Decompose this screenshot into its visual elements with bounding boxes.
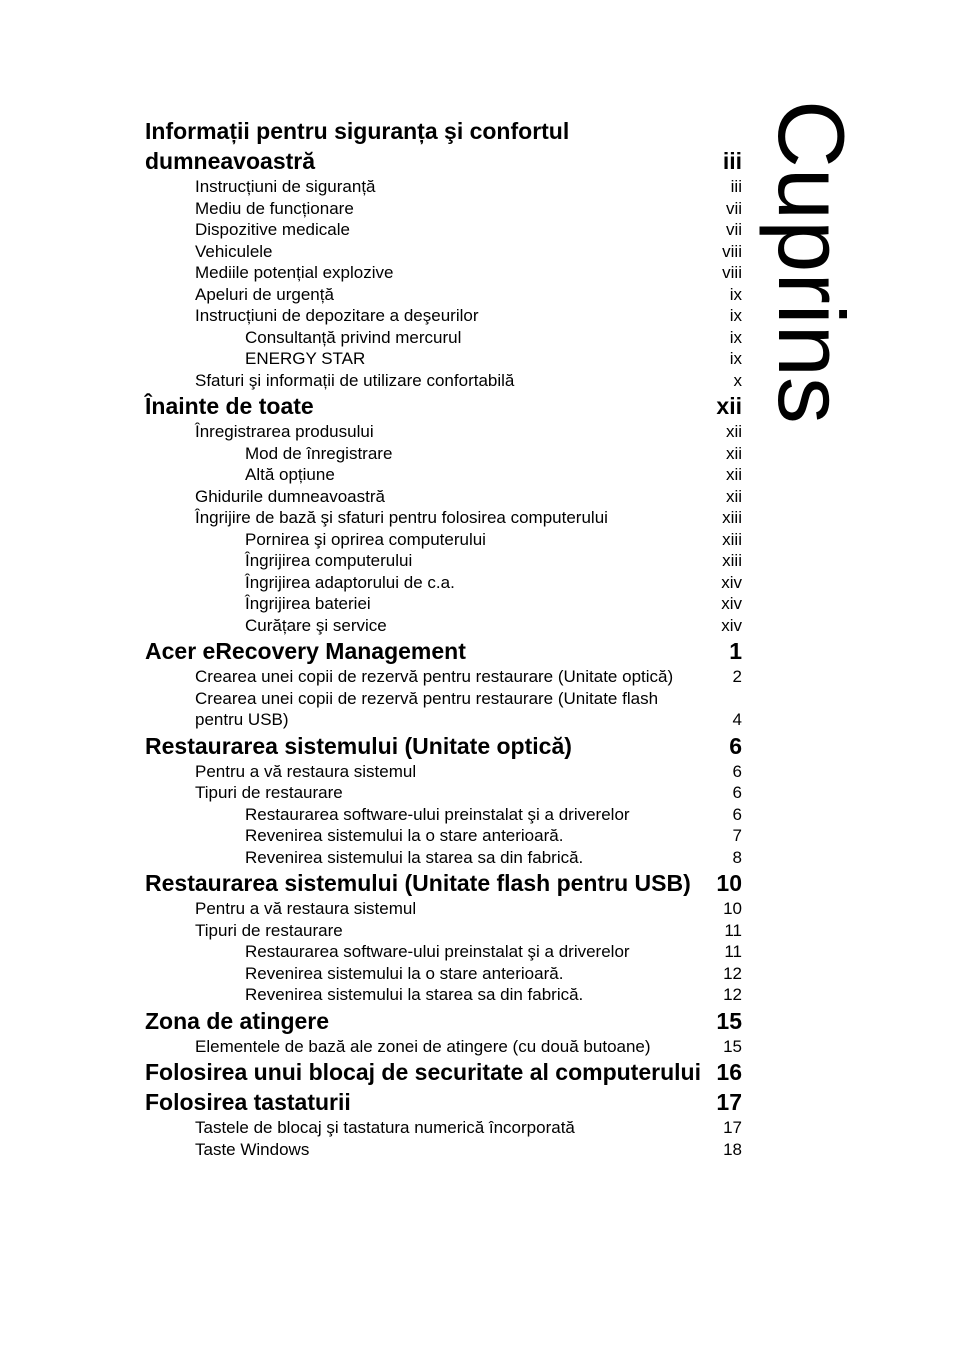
toc-entry-title: Înregistrarea produsului: [195, 422, 374, 441]
toc-entry-title: Crearea unei copii de rezervă pentru restaurare (Unitate optică): [195, 667, 674, 686]
toc-entry-page-number: 17: [716, 1089, 742, 1115]
table-of-contents: [145, 112, 742, 1160]
toc-entry-title: Înainte de toate: [145, 393, 314, 419]
toc-subsection-entry[interactable]: [145, 941, 742, 963]
toc-entry-title: Instrucțiuni de depozitare a deşeurilor: [195, 306, 479, 325]
toc-entry-title: Restaurarea software-ului preinstalat şi a driverelor: [245, 942, 630, 961]
toc-entry-title: Altă opțiune: [245, 465, 335, 484]
toc-entry-title: Zona de atingere: [145, 1007, 330, 1034]
toc-entry-title: Tipuri de restaurare: [195, 783, 343, 802]
toc-entry-title: Dispozitive medicale: [195, 220, 350, 239]
toc-entry-page-number: xii: [716, 393, 742, 419]
toc-entry-page-number: 18: [723, 1139, 742, 1159]
toc-entry-page-number: ix: [729, 306, 742, 325]
toc-entry-title: Crearea unei copii de rezervă pentru restaurare (Unitate flash pentru USB): [195, 688, 659, 729]
toc-entry-page-number: ix: [729, 284, 742, 304]
toc-entry-title: Sfaturi şi informații de utilizare confortabilă: [195, 370, 515, 390]
toc-chapter-entry[interactable]: [145, 116, 742, 176]
toc-entry-title: Îngrijire de bază şi sfaturi pentru folosirea computerului: [195, 508, 608, 527]
toc-entry-page-number: xiv: [721, 572, 742, 592]
toc-entry-page-number: 16: [716, 1059, 742, 1085]
toc-subsection-entry[interactable]: [145, 443, 742, 465]
toc-entry-title: Îngrijirea computerului: [245, 551, 413, 570]
toc-entry-page-number: viii: [722, 263, 742, 282]
toc-entry-title: Revenirea sistemului la starea sa din fabrică.: [245, 985, 584, 1004]
toc-chapter-entry[interactable]: [145, 636, 742, 666]
toc-section-entry[interactable]: [145, 421, 742, 443]
toc-subsection-entry[interactable]: [145, 529, 742, 551]
toc-entry-page-number: 6: [732, 783, 742, 802]
toc-entry-page-number: 8: [732, 847, 742, 867]
toc-entry-page-number: ix: [729, 327, 742, 347]
toc-section-entry[interactable]: [145, 688, 742, 731]
toc-section-entry[interactable]: [145, 761, 742, 783]
toc-entry-page-number: 10: [716, 870, 742, 896]
toc-entry-title: Taste Windows: [195, 1139, 310, 1159]
toc-chapter-entry[interactable]: [145, 1087, 742, 1117]
toc-section-entry[interactable]: [145, 219, 742, 241]
toc-subsection-entry[interactable]: [145, 615, 742, 637]
toc-entry-page-number: 4: [732, 710, 742, 729]
toc-entry-page-number: 12: [723, 985, 742, 1004]
toc-entry-page-number: 6: [732, 761, 742, 781]
toc-entry-title: Îngrijirea adaptorului de c.a.: [245, 572, 455, 592]
toc-entry-page-number: xiv: [721, 615, 742, 635]
toc-entry-title: Restaurarea sistemului (Unitate flash pentru USB): [145, 870, 691, 896]
toc-entry-title: Mod de înregistrare: [245, 443, 393, 463]
toc-entry-page-number: xii: [725, 422, 742, 441]
toc-section-entry[interactable]: [145, 920, 742, 942]
toc-entry-page-number: 10: [723, 899, 742, 918]
toc-section-entry[interactable]: [145, 782, 742, 804]
toc-chapter-entry[interactable]: [145, 731, 742, 761]
toc-entry-title: Apeluri de urgență: [195, 284, 334, 304]
toc-entry-title: ENERGY STAR: [245, 349, 366, 368]
toc-entry-title: Acer eRecovery Management: [145, 638, 466, 664]
toc-entry-title: Folosirea unui blocaj de securitate al computerului: [145, 1059, 701, 1085]
toc-entry-page-number: iii: [730, 177, 742, 196]
toc-entry-title: Elementele de bază ale zonei de atingere (cu două butoane): [195, 1036, 651, 1056]
toc-entry-page-number: 15: [723, 1036, 742, 1056]
toc-entry-title: Tastele de blocaj şi tastatura numerică încorporată: [195, 1118, 575, 1137]
toc-section-entry[interactable]: [145, 198, 742, 220]
toc-subsection-entry[interactable]: [145, 550, 742, 572]
toc-entry-title: Restaurarea software-ului preinstalat şi a driverelor: [245, 804, 630, 824]
toc-entry-page-number: 11: [724, 942, 742, 961]
toc-subsection-entry[interactable]: [145, 825, 742, 847]
toc-section-entry[interactable]: [145, 262, 742, 284]
toc-section-entry[interactable]: [145, 666, 742, 688]
toc-section-entry[interactable]: [145, 1117, 742, 1139]
toc-entry-page-number: xii: [725, 443, 742, 463]
toc-entry-page-number: 12: [723, 963, 742, 983]
toc-subsection-entry[interactable]: [145, 327, 742, 349]
toc-section-entry[interactable]: [145, 1036, 742, 1058]
toc-chapter-entry[interactable]: [145, 868, 742, 898]
toc-entry-title: Ghidurile dumneavoastră: [195, 486, 385, 506]
toc-subsection-entry[interactable]: [145, 593, 742, 615]
toc-subsection-entry[interactable]: [145, 963, 742, 985]
toc-section-entry[interactable]: [145, 370, 742, 392]
toc-subsection-entry[interactable]: [145, 572, 742, 594]
toc-entry-page-number: vii: [725, 198, 742, 218]
toc-entry-page-number: xii: [725, 486, 742, 506]
toc-section-entry[interactable]: [145, 486, 742, 508]
toc-entry-title: Tipuri de restaurare: [195, 920, 343, 940]
toc-chapter-entry[interactable]: [145, 1006, 742, 1036]
toc-section-entry[interactable]: [145, 241, 742, 263]
toc-entry-title: Consultanță privind mercurul: [245, 327, 462, 347]
toc-entry-title: Pornirea şi oprirea computerului: [245, 529, 486, 549]
toc-entry-title: Restaurarea sistemului (Unitate optică): [145, 732, 572, 759]
toc-entry-page-number: xii: [725, 465, 742, 484]
toc-entry-page-number: ix: [729, 349, 742, 368]
toc-subsection-entry[interactable]: [145, 847, 742, 869]
toc-entry-title: Curățare şi service: [245, 615, 387, 635]
toc-entry-page-number: xiii: [722, 529, 742, 549]
toc-entry-title: Revenirea sistemului la o stare anterioară.: [245, 826, 564, 845]
toc-entry-title: Instrucțiuni de siguranță: [195, 177, 376, 196]
toc-entry-page-number: 6: [732, 804, 742, 824]
toc-entry-page-number: 17: [723, 1118, 742, 1137]
toc-entry-title: Revenirea sistemului la o stare anterioară.: [245, 963, 564, 983]
toc-section-entry[interactable]: [145, 305, 742, 327]
toc-entry-title: Folosirea tastaturii: [145, 1089, 351, 1115]
toc-entry-page-number: 7: [732, 826, 742, 845]
toc-subsection-entry[interactable]: [145, 804, 742, 826]
toc-entry-title: Pentru a vă restaura sistemul: [195, 899, 417, 918]
toc-subsection-entry[interactable]: [145, 984, 742, 1006]
toc-entry-title: Îngrijirea bateriei: [245, 594, 371, 613]
toc-entry-page-number: viii: [722, 241, 742, 261]
toc-section-entry[interactable]: [145, 898, 742, 920]
toc-subsection-entry[interactable]: [145, 464, 742, 486]
toc-entry-title: Vehiculele: [195, 241, 273, 261]
toc-entry-page-number: 2: [732, 667, 742, 686]
toc-entry-page-number: 1: [729, 638, 742, 664]
toc-entry-title: Revenirea sistemului la starea sa din fabrică.: [245, 847, 584, 867]
toc-entry-title: Informații pentru siguranța şi confortul dumneavoastră: [145, 118, 570, 174]
toc-entry-page-number: x: [733, 370, 742, 390]
toc-chapter-entry[interactable]: [145, 391, 742, 421]
toc-entry-title: Pentru a vă restaura sistemul: [195, 761, 417, 781]
toc-entry-title: Mediile potențial explozive: [195, 263, 394, 282]
toc-entry-page-number: xiv: [721, 594, 742, 613]
toc-entry-page-number: xiii: [722, 551, 742, 570]
toc-subsection-entry[interactable]: [145, 348, 742, 370]
toc-entry-page-number: vii: [725, 220, 742, 239]
toc-section-entry[interactable]: [145, 176, 742, 198]
toc-entry-page-number: iii: [722, 148, 742, 174]
toc-entry-page-number: 6: [729, 732, 742, 759]
toc-section-entry[interactable]: [145, 284, 742, 306]
toc-section-entry[interactable]: [145, 507, 742, 529]
chapter-title: Cuprins: [759, 100, 864, 424]
toc-chapter-entry[interactable]: [145, 1057, 742, 1087]
toc-entry-title: Mediu de funcționare: [195, 198, 354, 218]
toc-entry-page-number: 11: [724, 920, 742, 940]
toc-section-entry[interactable]: [145, 1139, 742, 1161]
toc-entry-page-number: xiii: [722, 508, 742, 527]
toc-entry-page-number: 15: [716, 1007, 742, 1034]
